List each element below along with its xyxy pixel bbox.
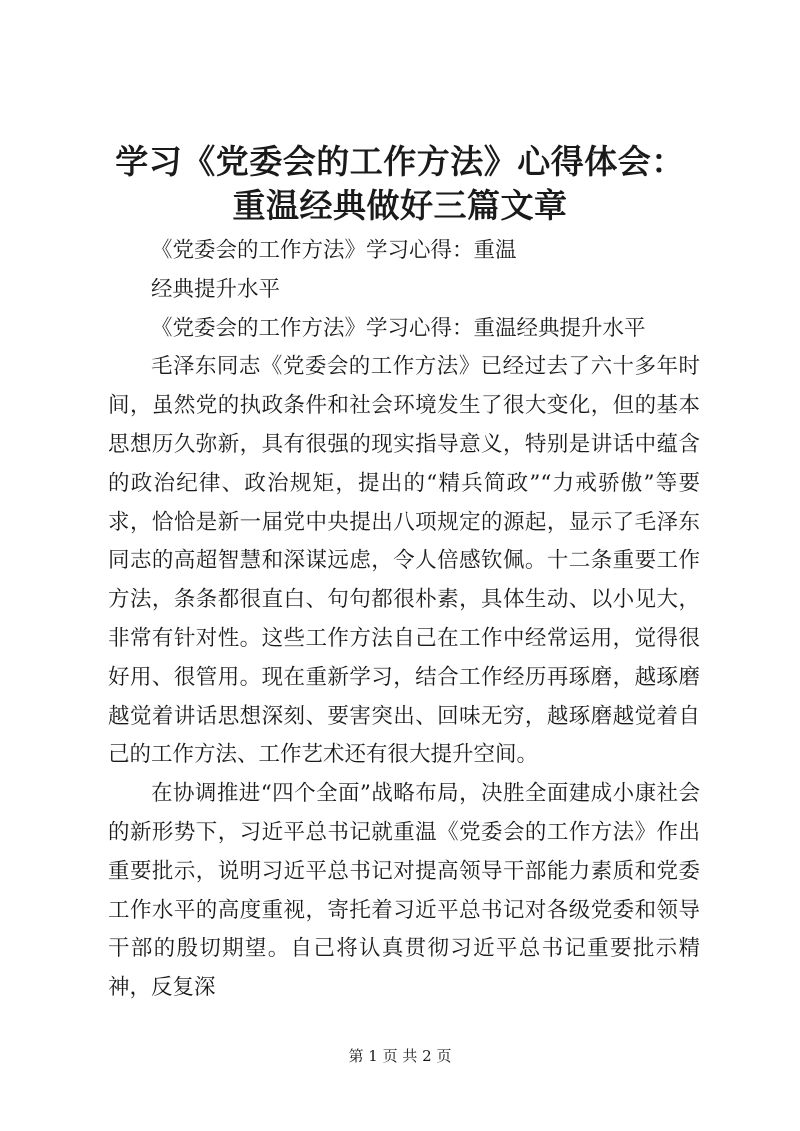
paragraph: 毛泽东同志《党委会的工作方法》已经过去了六十多年时间，虽然党的执政条件和社会环境发生了很大变化，但的基本思想历久弥新，具有很强的现实指导意义，特别是讲话中蕴含的政治纪律、政治规矩，提出的“精兵简政”“力戒骄傲”等要求，恰恰是新一届党中央提出八项规定的源起，显示了毛泽东同志的高超智慧和深谋远虑，令人倍感钦佩。十二条重要工作方法，条条都很直白、句句都很朴素，具体生动、以小见大，非常有针对性。这些工作方法自己在工作中经常运用，觉得很好用、很管用。现在重新学习，结合工作经历再琢磨，越琢磨越觉着讲话思想深刻、要害突出、回味无穷，越琢磨越觉着自己的工作方法、工作艺术还有很大提升空间。 xyxy=(108,354,700,768)
paragraph: 在协调推进“四个全面”战略布局，决胜全面建成小康社会的新形势下，习近平总书记就重温《党委会的工作方法》作出重要批示，说明习近平总书记对提高领导干部能力素质和党委工作水平的高度重视，寄托着习近平总书记对各级党委和领导干部的殷切期望。自己将认真贯彻习近平总书记重要批示精神，反复深 xyxy=(108,781,700,1001)
page-number-footer: 第 1 页 共 2 页 xyxy=(348,1047,452,1065)
paragraph: 《党委会的工作方法》学习心得：重温 xyxy=(151,238,517,263)
document-title: 学习《党委会的工作方法》心得体会：重温经典做好三篇文章 xyxy=(115,142,685,225)
paragraph: 经典提升水平 xyxy=(151,276,281,302)
paragraph: 《党委会的工作方法》学习心得：重温经典提升水平 xyxy=(151,315,646,341)
document-body xyxy=(108,232,700,1008)
